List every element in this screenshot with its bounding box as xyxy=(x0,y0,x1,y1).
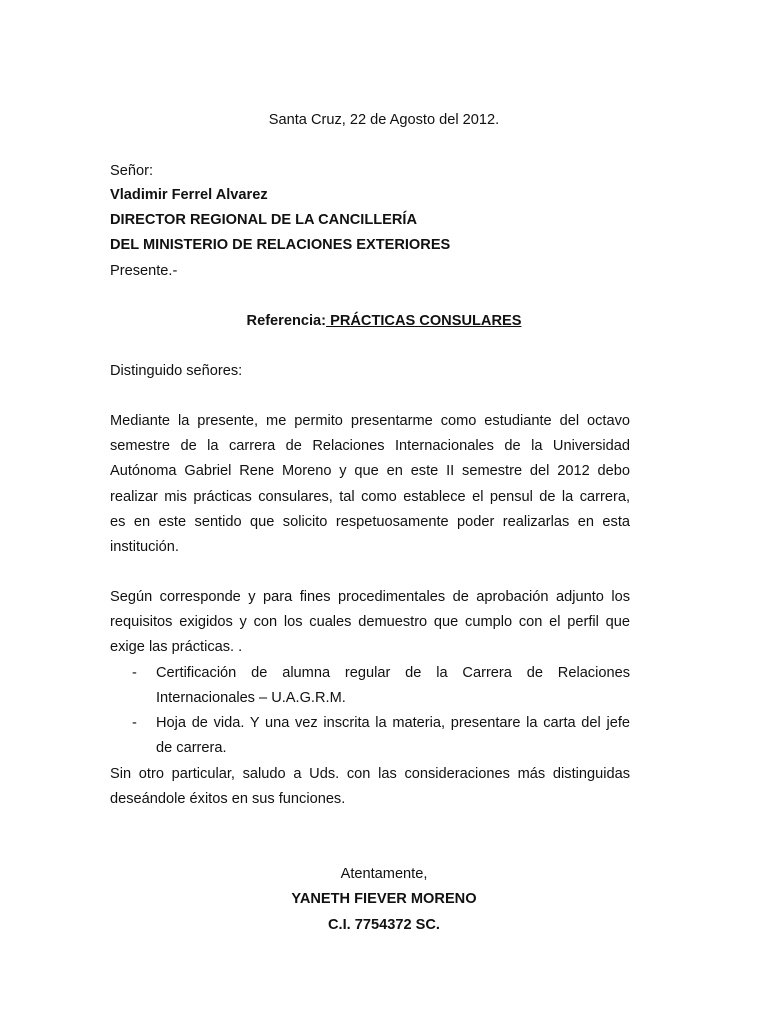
bullet-2-dash: - xyxy=(132,715,137,731)
salutation-title: Señor: xyxy=(110,163,153,179)
recipient-position-1: DIRECTOR REGIONAL DE LA CANCILLERÍA xyxy=(110,212,418,228)
presente-line: Presente.- xyxy=(110,263,178,279)
reference-line xyxy=(0,312,768,330)
paragraph1-line-1: Mediante la presente, me permito presentarme como estudiante del octavo xyxy=(110,413,630,429)
paragraph2-line-3: exige las prácticas. . xyxy=(110,639,243,655)
bullet-1-dash: - xyxy=(132,665,137,681)
reference-value: PRÁCTICAS CONSULARES xyxy=(326,313,522,329)
paragraph1-line-2: semestre de la carrera de Relaciones Internacionales de la Universidad xyxy=(110,438,630,454)
date-line: Santa Cruz, 22 de Agosto del 2012. xyxy=(268,112,500,128)
closing-line: Atentamente, xyxy=(340,866,428,882)
recipient-position-2: DEL MINISTERIO DE RELACIONES EXTERIORES xyxy=(110,237,451,253)
paragraph1-line-6: institución. xyxy=(110,539,179,555)
bullet-2-line-2: de carrera. xyxy=(156,740,227,756)
greeting-line: Distinguido señores: xyxy=(110,363,243,379)
recipient-name: Vladimir Ferrel Alvarez xyxy=(110,187,268,203)
reference-label: Referencia: xyxy=(246,313,327,329)
bullet-1-line-2: Internacionales – U.A.G.R.M. xyxy=(156,690,346,706)
paragraph1-line-3: Autónoma Gabriel Rene Moreno y que en este II semestre del 2012 debo xyxy=(110,463,630,479)
paragraph2-line-2: requisitos exigidos y con los cuales demuestro que cumplo con el perfil que xyxy=(110,614,630,630)
bullet-2-line-1: Hoja de vida. Y una vez inscrita la materia, presentare la carta del jefe xyxy=(156,715,630,731)
paragraph3-line-2: deseándole éxitos en sus funciones. xyxy=(110,791,346,807)
signer-name: YANETH FIEVER MORENO xyxy=(291,891,477,907)
signer-id: C.I. 7754372 SC. xyxy=(328,917,440,933)
paragraph2-line-1: Según corresponde y para fines procedimentales de aprobación adjunto los xyxy=(110,589,630,605)
paragraph1-line-5: es en este sentido que solicito respetuosamente poder realizarlas en esta xyxy=(110,514,630,530)
paragraph1-line-4: realizar mis prácticas consulares, tal como establece el pensul de la carrera, xyxy=(110,489,630,505)
bullet-1-line-1: Certificación de alumna regular de la Carrera de Relaciones xyxy=(156,665,630,681)
paragraph3-line-1: Sin otro particular, saludo a Uds. con las consideraciones más distinguidas xyxy=(110,766,630,782)
